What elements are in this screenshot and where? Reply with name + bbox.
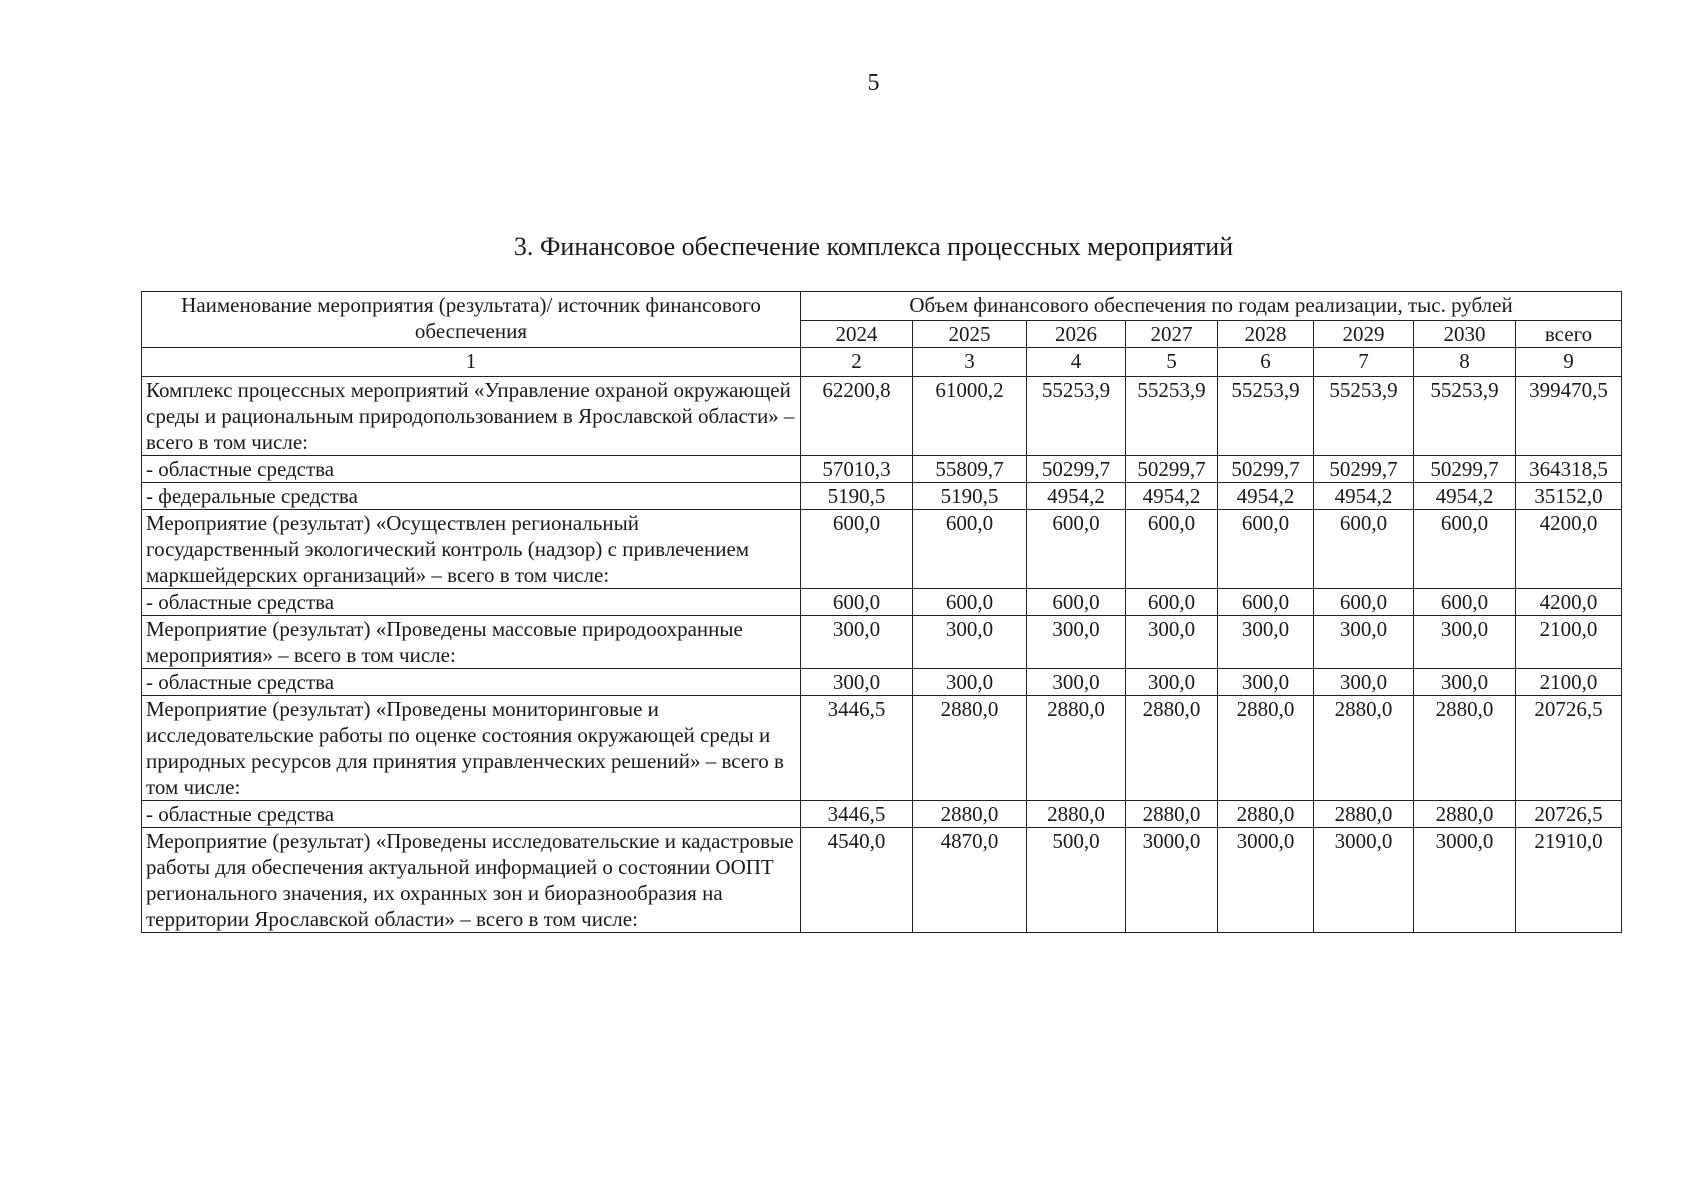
value-cell: 3000,0 xyxy=(1218,828,1314,933)
value-cell: 55253,9 xyxy=(1414,377,1516,456)
value-cell: 5190,5 xyxy=(801,483,913,510)
table-row xyxy=(142,828,1622,933)
year-header: 2027 xyxy=(1126,321,1218,348)
value-cell: 2880,0 xyxy=(1027,801,1126,828)
value-cell: 600,0 xyxy=(801,510,913,589)
value-cell: 20726,5 xyxy=(1516,801,1622,828)
value-cell: 300,0 xyxy=(913,669,1027,696)
value-cell: 50299,7 xyxy=(1126,456,1218,483)
value-cell: 2880,0 xyxy=(1218,696,1314,801)
year-header: 2029 xyxy=(1314,321,1414,348)
value-cell: 50299,7 xyxy=(1414,456,1516,483)
value-cell: 399470,5 xyxy=(1516,377,1622,456)
value-cell: 50299,7 xyxy=(1027,456,1126,483)
column-number: 8 xyxy=(1414,348,1516,377)
year-header: 2028 xyxy=(1218,321,1314,348)
value-cell: 55253,9 xyxy=(1126,377,1218,456)
value-cell: 300,0 xyxy=(1218,669,1314,696)
value-cell: 2100,0 xyxy=(1516,616,1622,669)
row-name: - областные средства xyxy=(142,456,801,483)
name-column-header: Наименование мероприятия (результата)/ источник финансового обеспечения xyxy=(142,292,801,348)
row-name: - областные средства xyxy=(142,801,801,828)
value-cell: 600,0 xyxy=(1126,510,1218,589)
row-name: Мероприятие (результат) «Проведены массовые природоохранные мероприятия» – всего в том числе: xyxy=(142,616,801,669)
financing-table xyxy=(141,291,1622,933)
value-cell: 21910,0 xyxy=(1516,828,1622,933)
value-cell: 55253,9 xyxy=(1027,377,1126,456)
value-cell: 35152,0 xyxy=(1516,483,1622,510)
table-row xyxy=(142,377,1622,456)
column-number: 3 xyxy=(913,348,1027,377)
value-cell: 20726,5 xyxy=(1516,696,1622,801)
value-cell: 2880,0 xyxy=(1218,801,1314,828)
value-cell: 300,0 xyxy=(1126,669,1218,696)
table-row xyxy=(142,801,1622,828)
row-name: Мероприятие (результат) «Проведены мониторинговые и исследовательские работы по оценке состояния окружающей среды и природных ресурсов для принятия управленческих решений» – всего в том числе: xyxy=(142,696,801,801)
row-name: - областные средства xyxy=(142,589,801,616)
table-row xyxy=(142,510,1622,589)
value-cell: 4540,0 xyxy=(801,828,913,933)
value-cell: 600,0 xyxy=(913,589,1027,616)
table-row xyxy=(142,589,1622,616)
column-number: 1 xyxy=(142,348,801,377)
column-number: 6 xyxy=(1218,348,1314,377)
value-cell: 3446,5 xyxy=(801,696,913,801)
column-number: 4 xyxy=(1027,348,1126,377)
table-row xyxy=(142,456,1622,483)
value-cell: 2880,0 xyxy=(913,801,1027,828)
financing-table-container xyxy=(141,291,1621,933)
value-cell: 300,0 xyxy=(1027,669,1126,696)
value-cell: 50299,7 xyxy=(1218,456,1314,483)
value-cell: 2880,0 xyxy=(1314,801,1414,828)
value-cell: 600,0 xyxy=(1218,589,1314,616)
row-name: - федеральные средства xyxy=(142,483,801,510)
value-cell: 55809,7 xyxy=(913,456,1027,483)
value-cell: 3000,0 xyxy=(1414,828,1516,933)
value-cell: 4200,0 xyxy=(1516,510,1622,589)
value-cell: 300,0 xyxy=(1126,616,1218,669)
value-cell: 2880,0 xyxy=(1126,696,1218,801)
column-number: 9 xyxy=(1516,348,1622,377)
value-cell: 600,0 xyxy=(801,589,913,616)
table-row xyxy=(142,483,1622,510)
value-cell: 600,0 xyxy=(1414,510,1516,589)
column-number: 5 xyxy=(1126,348,1218,377)
value-cell: 4954,2 xyxy=(1414,483,1516,510)
value-cell: 3000,0 xyxy=(1314,828,1414,933)
row-name: Мероприятие (результат) «Проведены исследовательские и кадастровые работы для обеспечения актуальной информацией о состоянии ООПТ регионального значения, их охранных зон и биоразнообразия на территории Ярославской области» – всего в том числе: xyxy=(142,828,801,933)
row-name: Мероприятие (результат) «Осуществлен региональный государственный экологический контроль (надзор) с привлечением маркшейдерских организаций» – всего в том числе: xyxy=(142,510,801,589)
value-cell: 300,0 xyxy=(1314,669,1414,696)
year-header: 2024 xyxy=(801,321,913,348)
table-row xyxy=(142,616,1622,669)
value-cell: 600,0 xyxy=(1414,589,1516,616)
value-cell: 300,0 xyxy=(1027,616,1126,669)
value-cell: 57010,3 xyxy=(801,456,913,483)
value-cell: 600,0 xyxy=(913,510,1027,589)
row-name: - областные средства xyxy=(142,669,801,696)
value-cell: 300,0 xyxy=(913,616,1027,669)
value-cell: 600,0 xyxy=(1027,510,1126,589)
value-cell: 3446,5 xyxy=(801,801,913,828)
column-number: 2 xyxy=(801,348,913,377)
value-cell: 2880,0 xyxy=(1414,801,1516,828)
value-cell: 600,0 xyxy=(1314,510,1414,589)
value-cell: 4954,2 xyxy=(1126,483,1218,510)
value-cell: 55253,9 xyxy=(1314,377,1414,456)
year-header: 2025 xyxy=(913,321,1027,348)
value-cell: 3000,0 xyxy=(1126,828,1218,933)
value-cell: 2880,0 xyxy=(1314,696,1414,801)
value-cell: 62200,8 xyxy=(801,377,913,456)
row-name: Комплекс процессных мероприятий «Управление охраной окружающей среды и рациональным природопользованием в Ярославской области» – всего в том числе: xyxy=(142,377,801,456)
value-cell: 4954,2 xyxy=(1027,483,1126,510)
value-cell: 2880,0 xyxy=(1414,696,1516,801)
value-cell: 600,0 xyxy=(1126,589,1218,616)
value-cell: 300,0 xyxy=(1414,669,1516,696)
table-row xyxy=(142,669,1622,696)
column-number: 7 xyxy=(1314,348,1414,377)
value-cell: 600,0 xyxy=(1314,589,1414,616)
value-cell: 61000,2 xyxy=(913,377,1027,456)
year-header: всего xyxy=(1516,321,1622,348)
page-number: 5 xyxy=(867,70,880,96)
value-cell: 300,0 xyxy=(801,616,913,669)
value-cell: 50299,7 xyxy=(1314,456,1414,483)
value-cell: 2100,0 xyxy=(1516,669,1622,696)
value-cell: 55253,9 xyxy=(1218,377,1314,456)
value-cell: 5190,5 xyxy=(913,483,1027,510)
value-cell: 2880,0 xyxy=(1027,696,1126,801)
value-cell: 500,0 xyxy=(1027,828,1126,933)
volume-header: Объем финансового обеспечения по годам реализации, тыс. рублей xyxy=(801,292,1622,321)
value-cell: 300,0 xyxy=(801,669,913,696)
year-header: 2026 xyxy=(1027,321,1126,348)
value-cell: 4954,2 xyxy=(1314,483,1414,510)
value-cell: 4200,0 xyxy=(1516,589,1622,616)
value-cell: 4870,0 xyxy=(913,828,1027,933)
value-cell: 600,0 xyxy=(1027,589,1126,616)
section-title: 3. Финансовое обеспечение комплекса процессных мероприятий xyxy=(513,232,1234,261)
table-row xyxy=(142,696,1622,801)
value-cell: 300,0 xyxy=(1314,616,1414,669)
value-cell: 300,0 xyxy=(1414,616,1516,669)
year-header: 2030 xyxy=(1414,321,1516,348)
value-cell: 300,0 xyxy=(1218,616,1314,669)
value-cell: 4954,2 xyxy=(1218,483,1314,510)
value-cell: 2880,0 xyxy=(1126,801,1218,828)
value-cell: 2880,0 xyxy=(913,696,1027,801)
value-cell: 600,0 xyxy=(1218,510,1314,589)
value-cell: 364318,5 xyxy=(1516,456,1622,483)
